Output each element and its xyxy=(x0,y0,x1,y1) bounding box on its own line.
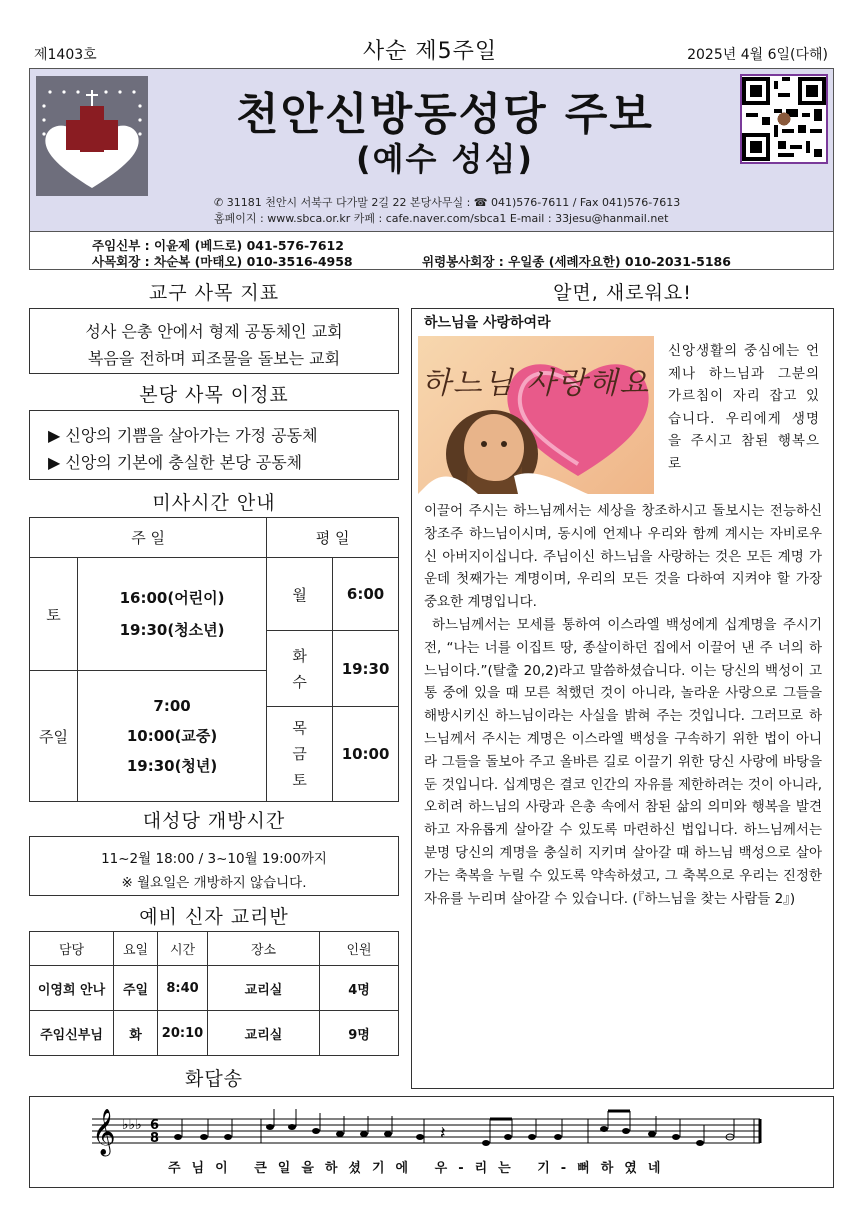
day-label: 수 xyxy=(292,672,307,691)
contact-web: 홈페이지 : www.sbca.or.kr 카페 : cafe.naver.com/sbca1 E-mail : 33jesu@hanmail.net xyxy=(214,212,669,225)
mass-mon-time: 6:00 xyxy=(333,558,399,631)
liturgical-sunday: 사순 제5주일 xyxy=(362,39,498,64)
day-label: 화 xyxy=(292,646,307,665)
goal-item: ▶ 신앙의 기본에 충실한 본당 공동체 xyxy=(48,453,303,472)
illustration-caption: 하느님 사랑해요 xyxy=(421,366,651,401)
goals-heading: 본당 사목 이정표 xyxy=(139,384,289,406)
time-sig-top: 6 xyxy=(150,1118,160,1133)
catechism-header: 요일 xyxy=(114,932,158,966)
article-illustration xyxy=(418,336,654,494)
catechism-header: 시간 xyxy=(158,932,208,966)
mass-col-sunday: 주 일 xyxy=(30,518,267,558)
catechism-cell: 교리실 xyxy=(208,966,320,1011)
vision-line: 성사 은총 안에서 형제 공동체인 교회 xyxy=(85,322,343,341)
catechism-cell: 주임신부님 xyxy=(30,1011,114,1056)
hall-line: ※ 월요일은 개방하지 않습니다. xyxy=(121,875,307,891)
day-label: 금 xyxy=(292,745,307,763)
catechism-cell: 주일 xyxy=(114,966,158,1011)
mass-sat-label: 토 xyxy=(30,558,78,671)
catechism-cell: 4명 xyxy=(320,966,399,1011)
table-row xyxy=(30,966,399,1011)
catechism-header: 담당 xyxy=(30,932,114,966)
catechism-header: 장소 xyxy=(208,932,320,966)
hall-heading: 대성당 개방시간 xyxy=(142,810,286,832)
day-label: 토 xyxy=(292,771,307,789)
mass-thufrisat-label xyxy=(267,707,333,802)
parish-logo xyxy=(36,76,148,196)
mass-sun-times xyxy=(78,671,267,802)
catechism-table xyxy=(29,931,399,1056)
response-song-heading: 화답송 xyxy=(184,1068,244,1090)
song-lyrics: 주님이 큰일을하셨기에 우-리는 기-뻐하였네 xyxy=(168,1161,672,1176)
goal-item: ▶ 신앙의 기쁨을 살아가는 가정 공동체 xyxy=(48,426,318,445)
mass-col-weekday: 평 일 xyxy=(267,518,399,558)
day-label: 목 xyxy=(292,719,307,737)
article-heading: 알면, 새로워요! xyxy=(553,282,692,304)
mass-tuewed-time: 19:30 xyxy=(333,631,399,707)
catechism-header: 인원 xyxy=(320,932,399,966)
catechism-cell: 8:40 xyxy=(158,966,208,1011)
catechism-cell: 9명 xyxy=(320,1011,399,1056)
article-paragraph: 하느님께서는 모세를 통하여 이스라엘 백성에게 십계명을 주시기 전, “나는 너를 이집트 땅, 종살이하던 집에서 이끌어 낸 주 너의 하느님이다.”(탈출 20,2)라고 말씀하셨습니다. 이는 당신의 백성이 고통 중에 있을 때 모른 척했던 것이 아니라, 놀라운 사랑으로 그들을 해방시키신 하느님이라는 사실을 밝혀 주는 것입니다. 그러므로 하느님께서 주시는 계명은 이스라엘 백성을 구속하기 위한 법이 아니라 그들을 돌보아 주고 올바른 길로 이끌기 위한 당신 사랑에 바탕을 둔 것입니다. 십계명은 결코 인간의 자유를 제한하려는 것이 아니라, 오히려 하느님의 사랑과 은총 속에서 참된 삶의 의미와 행복을 발견하고 자유롭게 살아갈 수 있도록 마련하신 법입니다. 하느님께서는 분명 당신의 계명을 충실히 지키며 살아갈 때 하느님 백성으로 살아가는 축복을 누릴 수 있도록 약속하셨고, 그 축복으로 우리는 진정한 자유를 누리며 살아갈 수 있습니다. (『하느님을 찾는 사람들 2』) xyxy=(424,616,822,907)
mass-time: 7:00 xyxy=(153,697,191,715)
time-sig-bottom: 8 xyxy=(150,1131,160,1146)
article-title: 하느님을 사랑하여라 xyxy=(424,315,551,331)
qr-code-icon[interactable] xyxy=(740,74,828,164)
issue-number: 제1403호 xyxy=(34,47,97,63)
bulletin-title: 천안신방동성당 주보 xyxy=(236,89,654,140)
mass-time: 19:30(청소년) xyxy=(119,621,225,639)
hall-line: 11~2월 18:00 / 3~10월 19:00까지 xyxy=(101,851,327,867)
article-paragraph: 이끌어 주시는 하느님께서는 세상을 창조하시고 돌보시는 전능하신 창조주 하느님이시며, 동시에 언제나 우리와 함께 계시는 자비로우신 아버지이십니다. 주님이신 하느님을 사랑하는 것은 모든 계명 가운데 첫째가는 계명이며, 우리의 모든 것을 다하여 지켜야 할 가장 중요한 계명입니다. xyxy=(424,503,822,611)
svg-text:♭♭♭: ♭♭♭ xyxy=(122,1117,142,1133)
table-row xyxy=(30,1011,399,1056)
mass-time: 19:30(청년) xyxy=(126,757,218,775)
mass-time: 10:00(교중) xyxy=(126,727,218,745)
staff-council: 사목회장 : 차순복 (마태오) 010-3516-4958 xyxy=(92,254,353,269)
catechism-heading: 예비 신자 교리반 xyxy=(139,906,289,928)
article-body xyxy=(424,500,822,910)
mass-sun-label: 주일 xyxy=(30,671,78,802)
mass-sat-times xyxy=(78,558,267,671)
vision-box xyxy=(29,308,399,374)
issue-date: 2025년 4월 6일(다해) xyxy=(687,47,828,63)
mass-table xyxy=(29,517,399,802)
goals-box xyxy=(29,410,399,480)
vision-line: 복음을 전하며 피조물을 돌보는 교회 xyxy=(87,349,341,368)
catechism-cell: 20:10 xyxy=(158,1011,208,1056)
vision-heading: 교구 사목 지표 xyxy=(148,282,280,304)
catechism-cell: 화 xyxy=(114,1011,158,1056)
mass-mon-label: 월 xyxy=(267,558,333,631)
contact-address: ✆ 31181 천안시 서북구 다가말 2길 22 본당사무실 : ☎ 041)576-7611 / Fax 041)576-7613 xyxy=(214,196,681,209)
mass-time: 16:00(어린이) xyxy=(119,589,225,607)
article-text-top: 신앙생활의 중심에는 언제나 하느님과 그분의 가르침이 자리 잡고 있습니다. 우리에게 생명을 주시고 참된 행복으로 xyxy=(668,343,820,472)
mass-heading: 미사시간 안내 xyxy=(152,492,276,514)
mass-thufrisat-time: 10:00 xyxy=(333,707,399,802)
mass-tuewed-label xyxy=(267,631,333,707)
bulletin-subtitle: (예수 성심) xyxy=(355,140,535,178)
staff-deputy: 위령봉사회장 : 우일종 (세례자요한) 010-2031-5186 xyxy=(422,254,731,269)
catechism-cell: 이영희 안나 xyxy=(30,966,114,1011)
catechism-cell: 교리실 xyxy=(208,1011,320,1056)
svg-text:𝄽: 𝄽 xyxy=(440,1123,446,1144)
svg-text:𝄞: 𝄞 xyxy=(92,1109,116,1155)
hall-box xyxy=(29,836,399,896)
church-heart-icon xyxy=(36,76,148,196)
staff-pastor: 주임신부 : 이윤제 (베드로) 041-576-7612 xyxy=(92,238,344,253)
